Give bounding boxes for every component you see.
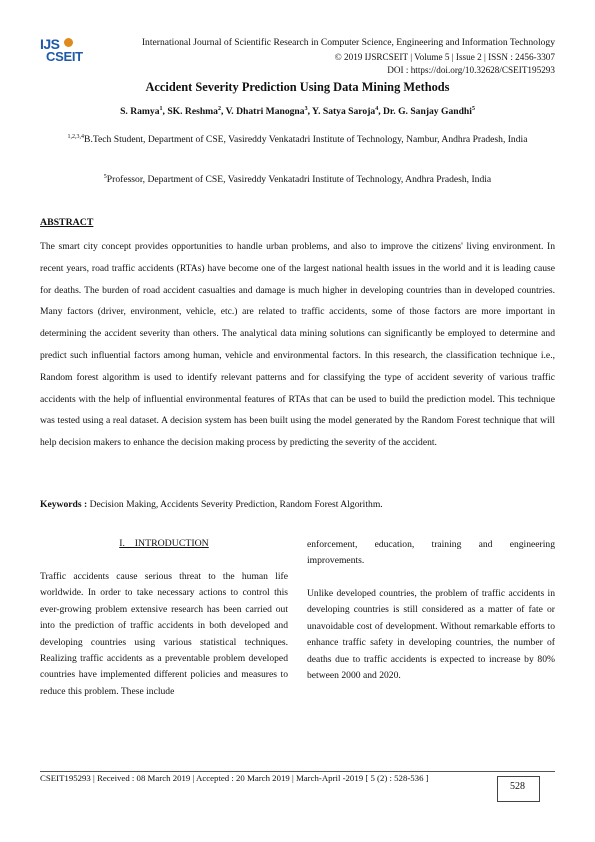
abstract-heading: ABSTRACT <box>40 217 94 228</box>
author-sup: 5 <box>471 105 475 112</box>
abstract-body: The smart city concept provides opportunities to handle urban problems, and also to improve the citizens' living environment. In recent years, road traffic accidents (RTAs) have become one of the largest national health issues in the world and it is leading cause for deaths. The burden of road accident casualties and damage is much higher in developing countries than in developed countries. Many factors (driver, environment, vehicle, etc.) are related to traffic accidents, some of those factors are more important in determining the accident severity than others. The analytical data mining solutions can significantly be employed to determine and predict such influential factors among human, vehicle and environmental factors. In this research, the classification technique i.e., Random forest algorithm is used to identify relevant patterns and for classifying the type of accident severity of various traffic accidents with the help of influential environmental features of RTAs that can be used to build the prediction model. This technique was tested using a real dataset. A decision system has been built using the model generated by the Random Forest technique that will help decision makers to enhance the decision making process by predicting the severity of the accident. <box>40 241 555 449</box>
keywords-text: Decision Making, Accidents Severity Prediction, Random Forest Algorithm. <box>87 499 383 510</box>
author-sup: 4 <box>375 105 379 112</box>
footer-divider <box>40 771 555 772</box>
section-heading-introduction: I. INTRODUCTION <box>119 538 209 549</box>
doi-link[interactable]: DOI : https://doi.org/10.32628/CSEIT195293 <box>387 65 555 75</box>
intro-paragraph-3: Unlike developed countries, the problem of traffic accidents in developing countries is still considered as a matter of fate or unavoidable cost of development. Without remarkable efforts to enhance traffic safety in developing countries, the number of deaths due to traffic accidents is expected to increase by 80% between 2000 and 2020. <box>307 588 555 682</box>
keywords-label: Keywords : <box>40 499 88 510</box>
affiliation-professor <box>40 174 555 185</box>
author-name: V. Dhatri Manogna <box>225 106 305 117</box>
author-name: Y. Satya Saroja <box>312 106 376 117</box>
author-sup: 3 <box>304 105 308 112</box>
paper-title: Accident Severity Prediction Using Data Mining Methods <box>145 80 450 94</box>
affiliation-text: Professor, Department of CSE, Vasireddy Venkatadri Institute of Technology, Andhra Pradesh, India <box>106 174 492 185</box>
author-list: S. Ramya$^1$, SK. Reshma$^2$, V. Dhatri Manogna$^3$, Y. Satya Saroja$^4$, Dr. G. Sanjay Gandhi$^5$ <box>120 105 475 117</box>
intro-paragraph-2: enforcement, education, training and engineering improvements. <box>307 539 555 567</box>
author-name: Dr. G. Sanjay Gandhi <box>382 106 472 117</box>
author-name: SK. Reshma <box>167 106 218 117</box>
intro-paragraph-1: Traffic accidents cause serious threat to the human life worldwide. In order to take necessary actions to control this ever-growing problem extensive research has been carried out into the prediction of traffic accidents in both developed and developing countries using various statistical techniques. Realizing traffic accidents as a preventable problem developed countries have implemented different policies and measures to reduce this problem. These include <box>40 571 288 697</box>
logo-text-top: IJS <box>40 36 60 52</box>
page-number: 528 <box>510 781 525 792</box>
author-sup: 2 <box>217 105 221 112</box>
author-sup: 1 <box>159 105 163 112</box>
affiliation-students <box>40 128 555 151</box>
keywords-line <box>40 499 555 510</box>
affiliation-text: B.Tech Student, Department of CSE, Vasireddy Venkatadri Institute of Technology, Nambur, Andhra Pradesh, India <box>84 134 528 145</box>
journal-volume-info: © 2019 IJSRCSEIT | Volume 5 | Issue 2 | ISSN : 2456-3307 <box>334 52 555 62</box>
footer-citation: CSEIT195293 | Received : 08 March 2019 | Accepted : 20 March 2019 | March-April -2019 [ 5 (2) : 528-536 ] <box>40 773 429 783</box>
affiliation-sup: 1,2,3,4 <box>67 133 85 140</box>
affiliation-sup: 5 <box>103 173 107 180</box>
author-name: S. Ramya <box>120 106 160 117</box>
journal-name: International Journal of Scientific Research in Computer Science, Engineering and Information Technology <box>141 37 555 48</box>
logo-text-bottom: CSEIT <box>46 49 83 64</box>
